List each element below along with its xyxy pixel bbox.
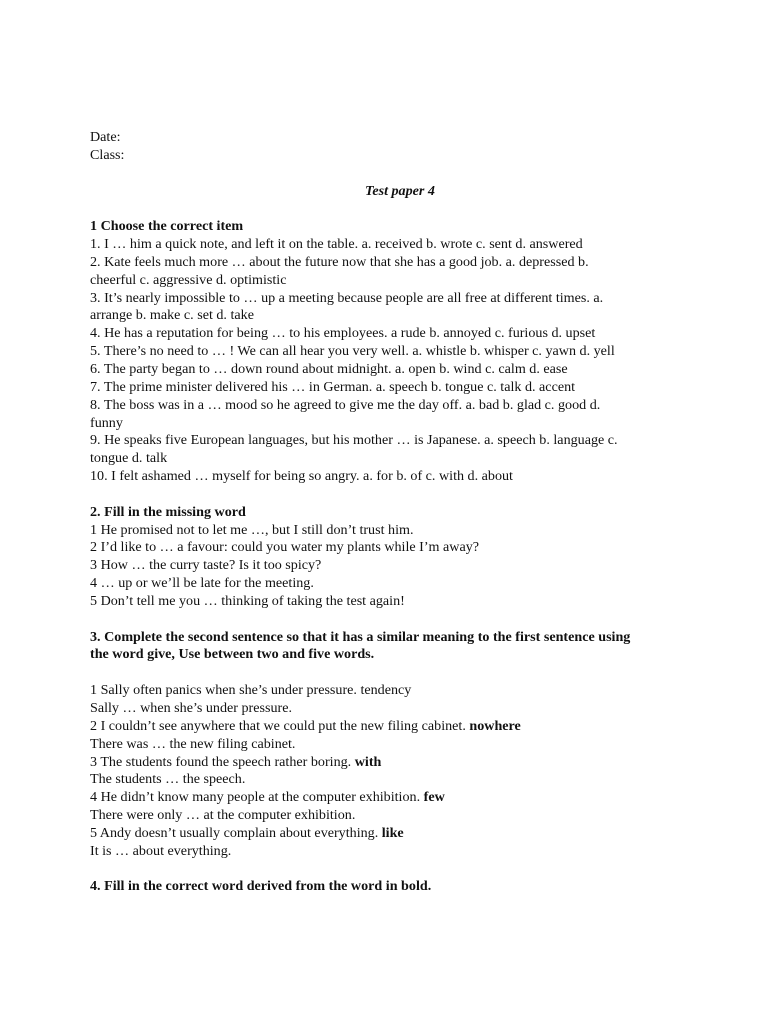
section-3-sentence: 1 Sally often panics when she’s under pressure. tendency xyxy=(90,682,412,699)
section-1-line: 4. He has a reputation for being … to his employees. a rude b. annoyed c. furious d. upset xyxy=(90,325,596,342)
page-title: Test paper 4 xyxy=(365,182,435,199)
section-1-line: arrange b. make c. set d. take xyxy=(90,307,254,324)
section-3-keyword: with xyxy=(354,753,382,770)
spacer xyxy=(90,861,710,879)
section-3-sentence: 4 He didn’t know many people at the computer exhibition. few xyxy=(90,789,445,806)
section-3-sentence: 5 Andy doesn’t usually complain about everything. like xyxy=(90,824,404,841)
section-1-line: 3. It’s nearly impossible to … up a meeting because people are all free at different times. a. xyxy=(90,289,604,306)
section-3-answer: There were only … at the computer exhibition. xyxy=(90,807,356,824)
section-1-line: cheerful c. aggressive d. optimistic xyxy=(90,271,287,288)
section-1-heading: 1 Choose the correct item xyxy=(90,218,244,235)
spacer xyxy=(90,486,710,504)
section-1-line: 9. He speaks five European languages, but his mother … is Japanese. a. speech b. language c. xyxy=(90,432,618,449)
section-1-line: tongue d. talk xyxy=(90,450,168,467)
section-2-line: 3 How … the curry taste? Is it too spicy? xyxy=(90,557,322,574)
section-1-line: funny xyxy=(90,414,123,431)
section-4-heading: 4. Fill in the correct word derived from the word in bold. xyxy=(90,878,432,895)
section-2-line: 5 Don’t tell me you … thinking of taking the test again! xyxy=(90,592,405,609)
section-3-keyword: like xyxy=(381,824,404,841)
spacer xyxy=(90,611,710,629)
section-2-line: 1 He promised not to let me …, but I still don’t trust him. xyxy=(90,521,414,538)
section-3-keyword: few xyxy=(423,789,445,806)
section-3-sentence: 3 The students found the speech rather boring. with xyxy=(90,753,382,770)
section-3-answer: It is … about everything. xyxy=(90,842,232,859)
spacer xyxy=(90,200,710,218)
section-1-line: 1. I … him a quick note, and left it on the table. a. received b. wrote c. sent d. answered xyxy=(90,236,583,253)
section-1-line: 6. The party began to … down round about midnight. a. open b. wind c. calm d. ease xyxy=(90,360,568,377)
section-3-answer: The students … the speech. xyxy=(90,771,246,788)
date-label: Date: xyxy=(90,129,121,145)
section-1-line: 7. The prime minister delivered his … in German. a. speech b. tongue c. talk d. accent xyxy=(90,378,576,395)
section-3-keyword: nowhere xyxy=(469,717,521,734)
section-2-line: 4 … up or we’ll be late for the meeting. xyxy=(90,575,314,592)
section-3-answer: Sally … when she’s under pressure. xyxy=(90,700,292,716)
spacer xyxy=(90,664,710,682)
section-3-answer: There was … the new filing cabinet. xyxy=(90,735,296,752)
section-2-line: 2 I’d like to … a favour: could you water my plants while I’m away? xyxy=(90,539,480,556)
section-3-sentence: 2 I couldn’t see anywhere that we could put the new filing cabinet. nowhere xyxy=(90,717,521,734)
test-paper-page xyxy=(90,129,710,896)
section-1-line: 2. Kate feels much more … about the future now that she has a good job. a. depressed b. xyxy=(90,253,589,270)
section-2-heading: 2. Fill in the missing word xyxy=(90,503,246,520)
section-3-heading: 3. Complete the second sentence so that it has a similar meaning to the first sentence using xyxy=(90,628,631,645)
section-1-line: 8. The boss was in a … mood so he agreed to give me the day off. a. bad b. glad c. good d. xyxy=(90,396,601,413)
spacer xyxy=(90,165,710,183)
class-label: Class: xyxy=(90,146,125,163)
section-3-heading: the word give, Use between two and five words. xyxy=(90,646,375,663)
section-1-line: 5. There’s no need to … ! We can all hear you very well. a. whistle b. whisper c. yawn d. yell xyxy=(90,343,615,360)
section-1-line: 10. I felt ashamed … myself for being so angry. a. for b. of c. with d. about xyxy=(90,468,513,485)
